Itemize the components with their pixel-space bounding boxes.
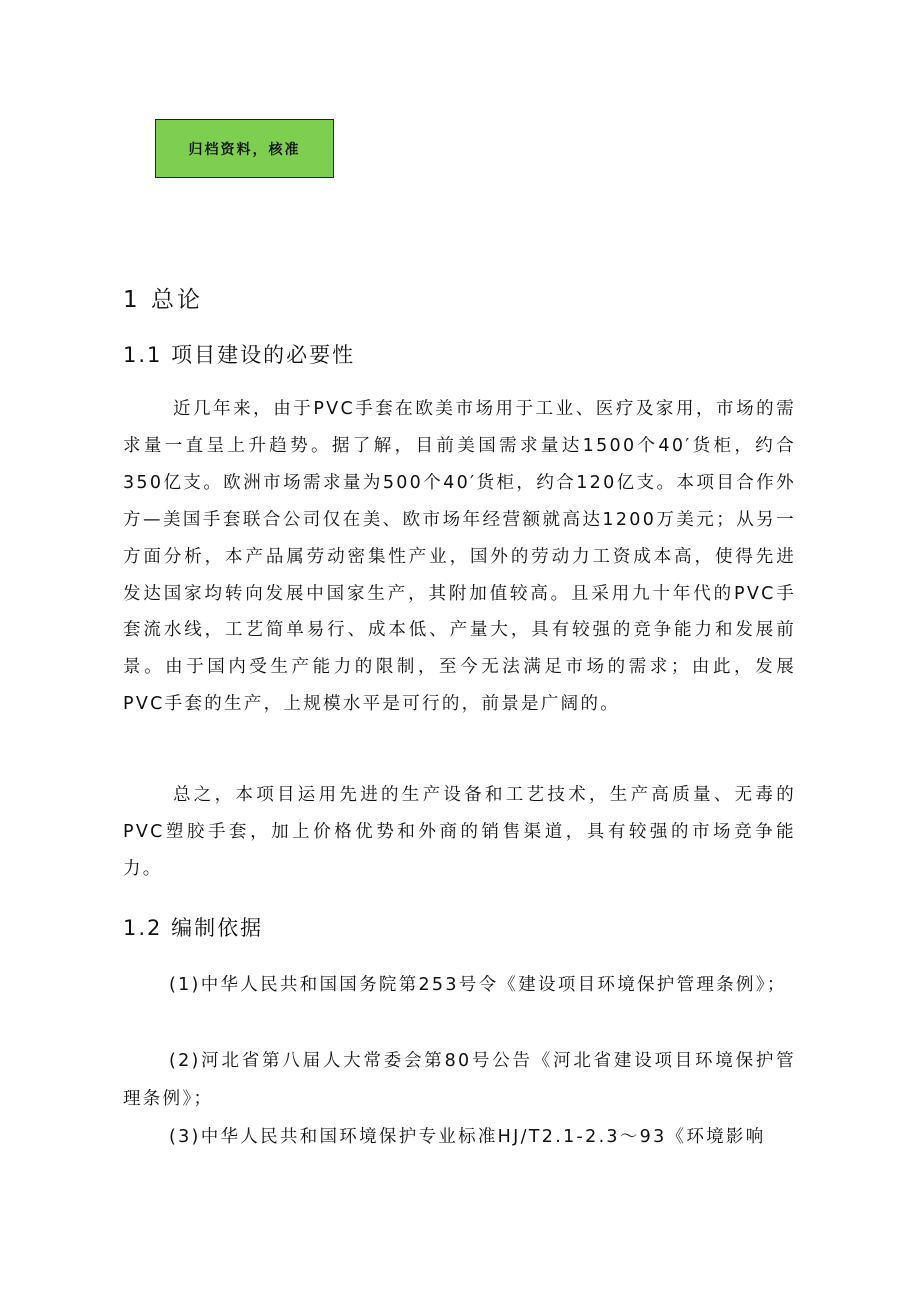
reference-item-2: (2)河北省第八届人大常委会第80号公告《河北省建设项目环境保护管理条例》； — [123, 1051, 796, 1109]
section-heading-1-2: 1.2 编制依据 — [123, 916, 264, 940]
chapter-heading: 1 总论 — [123, 287, 203, 313]
section-heading-1-1: 1.1 项目建设的必要性 — [123, 343, 356, 367]
archive-stamp — [155, 119, 334, 178]
paragraph-summary: 总之，本项目运用先进的生产设备和工艺技术，生产高质量、无毒的PVC塑胶手套，加上价格优势和外商的销售渠道，具有较强的市场竞争能力。 — [123, 785, 796, 879]
archive-stamp-label: 归档资料，核准 — [188, 141, 301, 158]
paragraph-necessity: 近几年来，由于PVC手套在欧美市场用于工业、医疗及家用，市场的需求量一直呈上升趋势。据了解，目前美国需求量达1500个40′货柜，约合350亿支。欧洲市场需求量为500个40′货柜，约合120亿支。本项目合作外方—美国手套联合公司仅在美、欧市场年经营额就高达1200万美元；从另一方面分析，本产品属劳动密集性产业，国外的劳动力工资成本高，使得先进发达国家均转向发展中国家生产，其附加值较高。且采用九十年代的PVC手套流水线，工艺简单易行、成本低、产量大，具有较强的竞争能力和发展前景。由于国内受生产能力的限制，至今无法满足市场的需求；由此，发展PVC手套的生产，上规模水平是可行的，前景是广阔的。 — [123, 399, 796, 715]
reference-item-1: (1)中华人民共和国国务院第253号令《建设项目环境保护管理条例》； — [169, 975, 787, 995]
reference-item-3: (3)中华人民共和国环境保护专业标准HJ/T2.1-2.3～93《环境影响 — [169, 1127, 766, 1147]
